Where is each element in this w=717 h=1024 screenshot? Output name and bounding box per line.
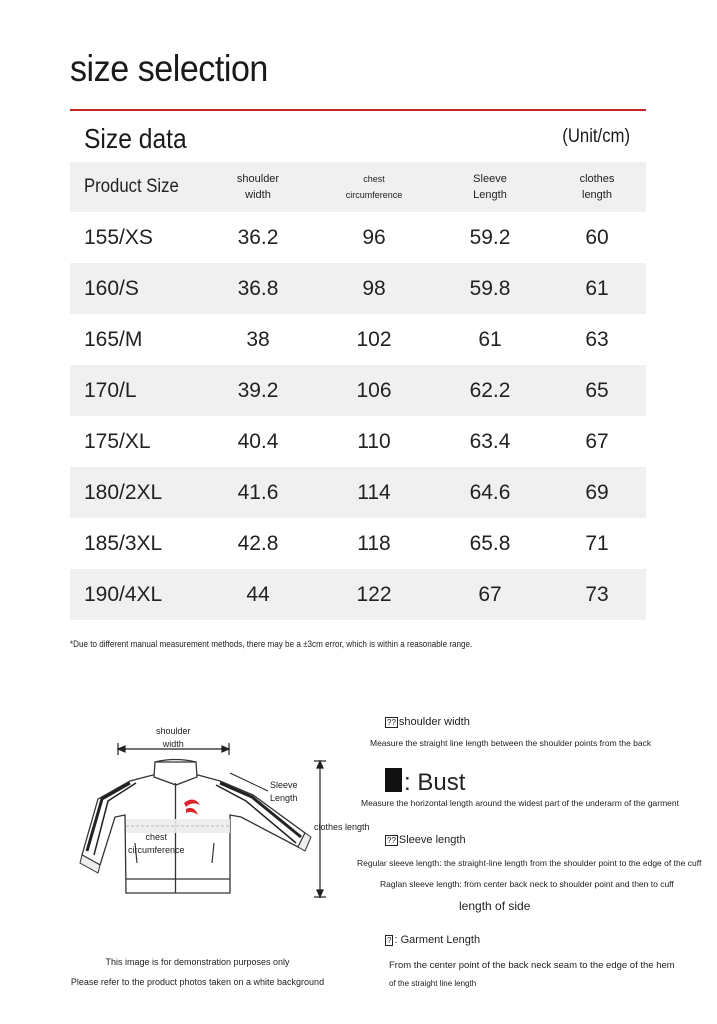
missing-glyph-icon xyxy=(385,768,402,792)
table-row xyxy=(70,365,646,416)
chest-circumference-label: chest circumference xyxy=(128,832,185,855)
size-table xyxy=(70,162,646,620)
table-row xyxy=(70,314,646,365)
sleeve-guide-text-2: Raglan sleeve length: from center back neck to shoulder point and then to cuff xyxy=(380,879,674,889)
table-row xyxy=(70,263,646,314)
clothes-length-label: clothes length xyxy=(314,822,370,832)
table-cell: 96 xyxy=(362,225,386,249)
table-row xyxy=(70,212,646,263)
table-cell: 65 xyxy=(585,378,609,402)
table-cell: 40.4 xyxy=(237,429,279,453)
table-cell: 59.2 xyxy=(469,225,511,249)
table-cell: 36.8 xyxy=(237,276,279,300)
bust-guide-heading: : Bust xyxy=(385,768,465,797)
table-cell: 175/XL xyxy=(84,429,151,453)
table-cell: 165/M xyxy=(84,327,143,351)
table-cell: 61 xyxy=(585,276,609,300)
table-cell: 185/3XL xyxy=(84,531,163,555)
shoulder-guide-heading: ?? shoulder width xyxy=(387,716,470,728)
unit-label: (Unit/cm) xyxy=(562,126,630,147)
missing-glyph-icon: ?? xyxy=(387,717,396,727)
table-cell: 69 xyxy=(585,480,609,504)
col-header-sleeve-length: Sleeve Length xyxy=(473,173,507,201)
shoulder-width-label: shoulder width xyxy=(156,726,191,749)
table-cell: 170/L xyxy=(84,378,137,402)
table-cell: 190/4XL xyxy=(84,582,163,606)
size-data-header xyxy=(70,118,646,160)
table-cell: 98 xyxy=(362,276,386,300)
table-cell: 160/S xyxy=(84,276,139,300)
table-cell: 42.8 xyxy=(237,531,279,555)
missing-glyph-icon: ?? xyxy=(387,835,396,845)
measurement-diagram xyxy=(70,715,370,915)
table-cell: 36.2 xyxy=(237,225,279,249)
table-cell: 71 xyxy=(585,531,609,555)
demo-note-2: Please refer to the product photos taken on a white background xyxy=(70,977,325,987)
garment-guide-text-2: of the straight line length xyxy=(389,979,477,988)
table-cell: 65.8 xyxy=(469,531,511,555)
table-cell: 114 xyxy=(357,480,391,504)
sleeve-guide-text-3: length of side xyxy=(459,899,531,913)
garment-guide-text-1: From the center point of the back neck seam to the edge of the hem xyxy=(389,960,675,971)
col-header-clothes-length: clothes length xyxy=(579,173,615,201)
table-row xyxy=(70,518,646,569)
table-cell: 38 xyxy=(246,327,270,351)
bust-guide-text: Measure the horizontal length around the widest part of the underarm of the garment xyxy=(361,798,679,808)
table-row xyxy=(70,416,646,467)
table-cell: 59.8 xyxy=(469,276,511,300)
table-cell: 102 xyxy=(356,327,392,351)
jacket-illustration xyxy=(70,715,370,915)
table-row xyxy=(70,569,646,620)
sleeve-length-label: Sleeve Length xyxy=(270,780,298,803)
sleeve-guide-heading: ?? Sleeve length xyxy=(387,834,466,846)
table-cell: 180/2XL xyxy=(84,480,163,504)
table-cell: 61 xyxy=(478,327,502,351)
demo-note-1: This image is for demonstration purposes only xyxy=(105,957,290,967)
col-header-shoulder-width: shoulder width xyxy=(236,173,280,201)
table-cell: 155/XS xyxy=(84,225,153,249)
table-cell: 44 xyxy=(246,582,270,606)
table-cell: 62.2 xyxy=(469,378,511,402)
title-divider xyxy=(70,109,646,111)
section-title: Size data xyxy=(84,123,187,154)
table-cell: 122 xyxy=(356,582,392,606)
garment-guide-heading: ? : Garment Length xyxy=(387,934,481,946)
table-cell: 110 xyxy=(357,429,391,453)
table-cell: 106 xyxy=(356,378,392,402)
table-cell: 63 xyxy=(585,327,609,351)
table-cell: 41.6 xyxy=(237,480,279,504)
page-title: size selection xyxy=(70,48,268,89)
table-cell: 39.2 xyxy=(237,378,279,402)
table-cell: 64.6 xyxy=(469,480,511,504)
table-header-row xyxy=(70,162,646,212)
shoulder-guide-text: Measure the straight line length between the shoulder points from the back xyxy=(370,738,652,748)
missing-glyph-icon: ? xyxy=(387,935,392,945)
table-cell: 67 xyxy=(585,429,609,453)
sleeve-guide-text-1: Regular sleeve length: the straight-line length from the shoulder point to the edge of the cuff xyxy=(357,858,702,868)
table-cell: 63.4 xyxy=(469,429,511,453)
col-header-chest-circumference: chest circumference xyxy=(345,174,403,200)
table-cell: 73 xyxy=(585,582,609,606)
measurement-note: *Due to different manual measurement methods, there may be a ±3cm error, which is within a reasonable range. xyxy=(70,639,473,649)
col-header-product-size: Product Size xyxy=(84,176,179,197)
table-cell: 60 xyxy=(585,225,609,249)
table-cell: 67 xyxy=(478,582,502,606)
table-cell: 118 xyxy=(357,531,391,555)
table-row xyxy=(70,467,646,518)
